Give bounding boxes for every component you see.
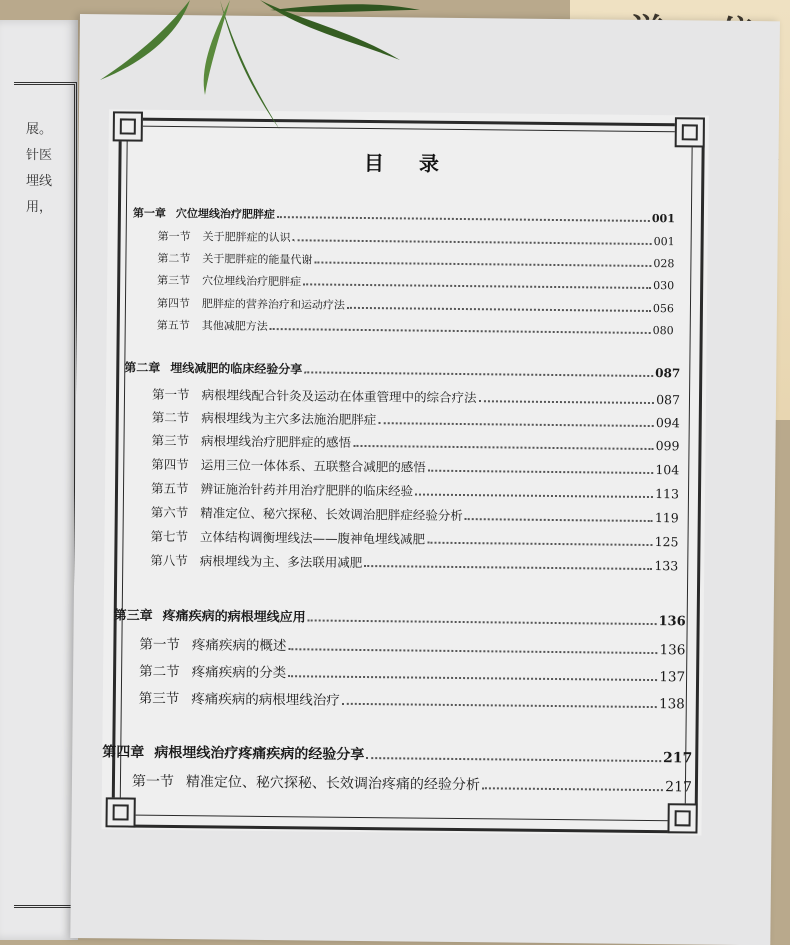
toc-leader-dots xyxy=(288,641,657,654)
toc-entry-title: 精准定位、秘穴探秘、长效调治疼痛的经验分析 xyxy=(185,774,481,794)
toc-leader-dots xyxy=(427,535,653,546)
toc-entry-number: 第七节 xyxy=(150,528,189,545)
toc-entry-title: 运用三位一体体系、五联整合减肥的感悟 xyxy=(200,457,426,475)
toc-page-number: 056 xyxy=(652,302,675,316)
toc-entry-number: 第八节 xyxy=(150,552,188,569)
toc-entry-number: 第五节 xyxy=(150,480,189,497)
toc-entry-title: 病根埋线为主、多法联用减肥 xyxy=(199,553,363,570)
toc-page-number: 119 xyxy=(654,510,679,526)
toc-page-number: 136 xyxy=(659,642,686,659)
toc-entry-title: 疼痛疾病的病根埋线治疗 xyxy=(191,691,340,709)
toc-entry-number: 第二节 xyxy=(157,251,191,266)
toc-entry-number: 第一章 xyxy=(132,206,166,220)
frame-corner xyxy=(675,117,705,147)
toc-leader-dots xyxy=(482,780,663,792)
toc-entry-number: 第六节 xyxy=(150,504,189,521)
toc-entry-title: 病根埋线配合针灸及运动在体重管理中的综合疗法 xyxy=(201,387,477,406)
toc-entry-title: 关于肥胖症的认识 xyxy=(202,230,291,245)
toc-leader-dots xyxy=(288,668,657,681)
toc-entry-title: 穴位埋线治疗肥胖症 xyxy=(175,207,275,222)
toc-entry-number: 第三节 xyxy=(138,690,180,708)
toc-leader-dots xyxy=(314,255,651,267)
toc-entry-title: 病根埋线治疗疼痛疾病的经验分享 xyxy=(154,744,365,764)
toc-entry-number: 第四节 xyxy=(151,456,189,473)
toc-leader-dots xyxy=(308,612,657,625)
toc-leader-dots xyxy=(353,438,654,450)
toc-page-number: 104 xyxy=(655,462,680,478)
left-page xyxy=(0,20,78,940)
toc-entry-number: 第二节 xyxy=(139,663,180,681)
toc-entry-number: 第三节 xyxy=(157,273,191,288)
toc-page-number: 001 xyxy=(651,212,675,226)
toc-page-number: 099 xyxy=(655,438,680,454)
toc-page-number: 125 xyxy=(654,534,679,550)
frame-corner xyxy=(105,797,135,827)
toc-title: 目 录 xyxy=(363,150,454,176)
toc-leader-dots xyxy=(465,511,653,522)
toc-page-number: 001 xyxy=(653,235,675,249)
frame-corner xyxy=(667,803,697,833)
toc-page-number: 028 xyxy=(653,257,675,271)
toc-entry-number: 第一节 xyxy=(131,773,175,791)
toc-leader-dots xyxy=(303,277,651,289)
toc-page-number: 136 xyxy=(658,614,686,630)
left-page-text: 埋线 xyxy=(26,174,53,189)
toc-leader-dots xyxy=(342,695,657,708)
toc-entry-title: 疼痛疾病的概述 xyxy=(191,637,287,655)
toc-page-number: 217 xyxy=(662,750,693,767)
toc-entry-number: 第一节 xyxy=(139,636,180,654)
toc-entry-title: 疼痛疾病的病根埋线应用 xyxy=(162,608,306,626)
toc-page-number: 137 xyxy=(659,669,686,686)
toc-leader-dots xyxy=(366,749,661,762)
toc-page-number: 113 xyxy=(655,486,680,502)
toc-entry-title: 辨证施治针药并用治疗肥胖的临床经验 xyxy=(200,481,414,499)
toc-leader-dots xyxy=(378,415,654,427)
toc-entry-title: 精准定位、秘穴探秘、长效调治肥胖症经验分析 xyxy=(200,505,463,524)
toc-page-number: 087 xyxy=(655,366,681,381)
toc-page xyxy=(70,14,780,945)
toc-entry-number: 第三章 xyxy=(113,608,153,624)
toc-entry-number: 第一节 xyxy=(151,386,190,403)
toc-leader-dots xyxy=(270,322,651,334)
toc-page-number: 217 xyxy=(665,779,693,796)
toc-entry-title: 病根埋线治疗肥胖症的感悟 xyxy=(200,433,352,450)
toc-entry-number: 第四节 xyxy=(156,296,191,311)
toc-leader-dots xyxy=(293,233,652,245)
toc-leader-dots xyxy=(478,393,654,404)
toc-page-number: 094 xyxy=(655,415,680,431)
left-page-text: 用， xyxy=(26,200,53,215)
plant-leaves xyxy=(70,0,490,150)
toc-leader-dots xyxy=(364,558,652,570)
toc-entry-number: 第一节 xyxy=(157,229,191,244)
toc-leader-dots xyxy=(415,487,653,498)
toc-entry-title: 埋线减肥的临床经验分享 xyxy=(170,360,303,377)
toc-page-number: 138 xyxy=(658,696,685,713)
toc-entry-title: 病根埋线为主穴多法施治肥胖症 xyxy=(201,410,377,428)
toc-page-number: 133 xyxy=(654,558,679,574)
toc-entry-number: 第二节 xyxy=(151,409,190,426)
left-page-text: 展。 xyxy=(26,122,53,137)
toc-leader-dots xyxy=(304,365,653,377)
toc-leader-dots xyxy=(428,463,654,474)
toc-entry-title: 关于肥胖症的能量代谢 xyxy=(202,252,313,267)
toc-entry-number: 第五节 xyxy=(156,318,190,333)
toc-page-number: 030 xyxy=(653,279,675,293)
toc-page-number: 087 xyxy=(656,392,681,408)
toc-entry-title: 疼痛疾病的分类 xyxy=(191,664,287,682)
toc-entry-title: 穴位埋线治疗肥胖症 xyxy=(202,274,302,289)
toc-entry-number: 第三节 xyxy=(151,432,190,449)
toc-entry-number: 第四章 xyxy=(102,744,145,761)
toc-page-number: 080 xyxy=(652,324,674,338)
toc-entry-title: 肥胖症的营养治疗和运动疗法 xyxy=(201,297,346,312)
left-page-text: 针医 xyxy=(26,148,53,163)
toc-entry-number: 第二章 xyxy=(124,360,161,375)
toc-entry-title: 立体结构调衡埋线法——腹神龟埋线减肥 xyxy=(199,529,426,547)
toc-leader-dots xyxy=(277,210,650,222)
toc-entry-title: 其他减肥方法 xyxy=(201,319,268,333)
toc-leader-dots xyxy=(347,301,651,312)
